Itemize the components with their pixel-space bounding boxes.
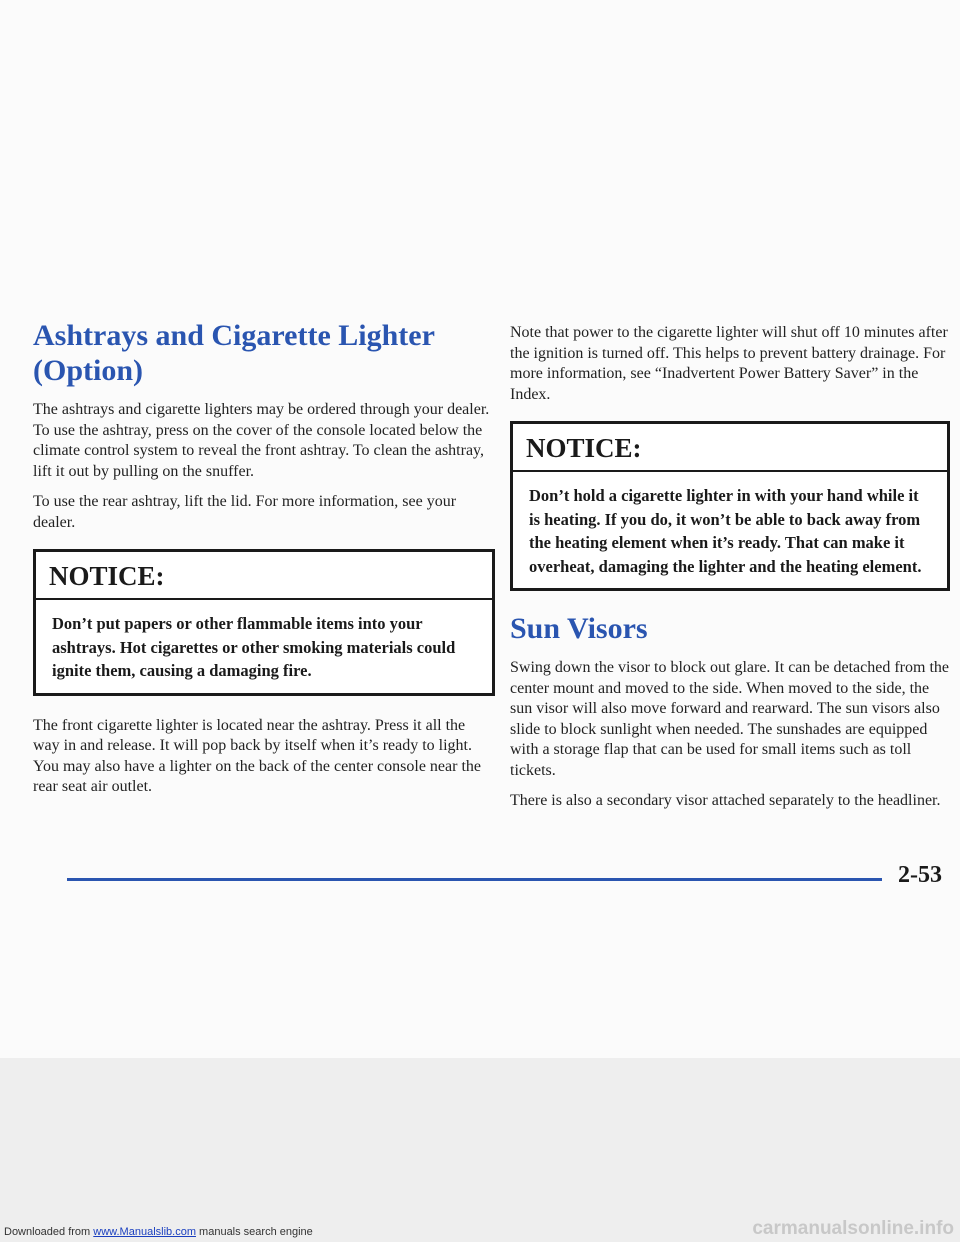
secondary-visor-paragraph: There is also a secondary visor attached separately to the headliner. (510, 792, 941, 809)
manualslib-link[interactable]: www.Manualslib.com (93, 1226, 196, 1238)
footer-prefix: Downloaded from (4, 1226, 91, 1238)
page-number: 2-53 (898, 862, 942, 888)
rear-ashtray-paragraph: To use the rear ashtray, lift the lid. For more information, see your dealer. (33, 493, 457, 531)
front-lighter-paragraph: The front cigarette lighter is located near the ashtray. Press it all the way in and release. It will pop back by itself when it’s ready to light. You may also have a lighter on the back of the center console near the rear seat air outlet. (33, 716, 481, 795)
footer-background (0, 1058, 960, 1242)
notice-body: Don’t hold a cigarette lighter in with your hand while it is heating. If you do, it won’t be able to back away from the heating element when it’s ready. That can make it overheat, damaging the lighter and the heating element. (529, 486, 922, 576)
sun-visor-paragraph: Swing down the visor to block out glare. It can be detached from the center mount and moved to the side. When moved to the side, the sun visor will also move forward and rearward. The sun visors also slide to block sunlight when needed. The sunshades are equipped with a storage flap that can be used for small items such as toll tickets. (510, 659, 949, 779)
lighter-power-paragraph: Note that power to the cigarette lighter will shut off 10 minutes after the ignition is turned off. This helps to prevent battery drainage. For more information, see “Inadvertent Power Battery Saver” in the Index. (510, 324, 948, 403)
section-heading-ashtrays: Ashtrays and Cigarette Lighter (Option) (33, 319, 435, 387)
footer-rule (67, 878, 882, 881)
left-column (33, 318, 495, 808)
ashtray-intro-paragraph: The ashtrays and cigarette lighters may be ordered through your dealer. To use the ashtray, press on the cover of the console located below the climate control system to reveal the front ashtray. To clean the ashtray, lift it out by pulling on the snuffer. (33, 401, 490, 480)
footer-suffix: manuals search engine (199, 1226, 313, 1238)
notice-title: NOTICE: (513, 424, 947, 472)
notice-box-ashtrays (33, 549, 495, 696)
download-footer (4, 1226, 313, 1238)
notice-title: NOTICE: (36, 552, 492, 600)
section-heading-sun-visors: Sun Visors (510, 612, 648, 645)
right-column (510, 323, 950, 822)
notice-box-lighter (510, 421, 950, 591)
notice-body: Don’t put papers or other flammable items into your ashtrays. Hot cigarettes or other smoking materials could ignite them, causing a damaging fire. (52, 614, 456, 680)
watermark-logo: carmanualsonline.info (752, 1218, 954, 1239)
